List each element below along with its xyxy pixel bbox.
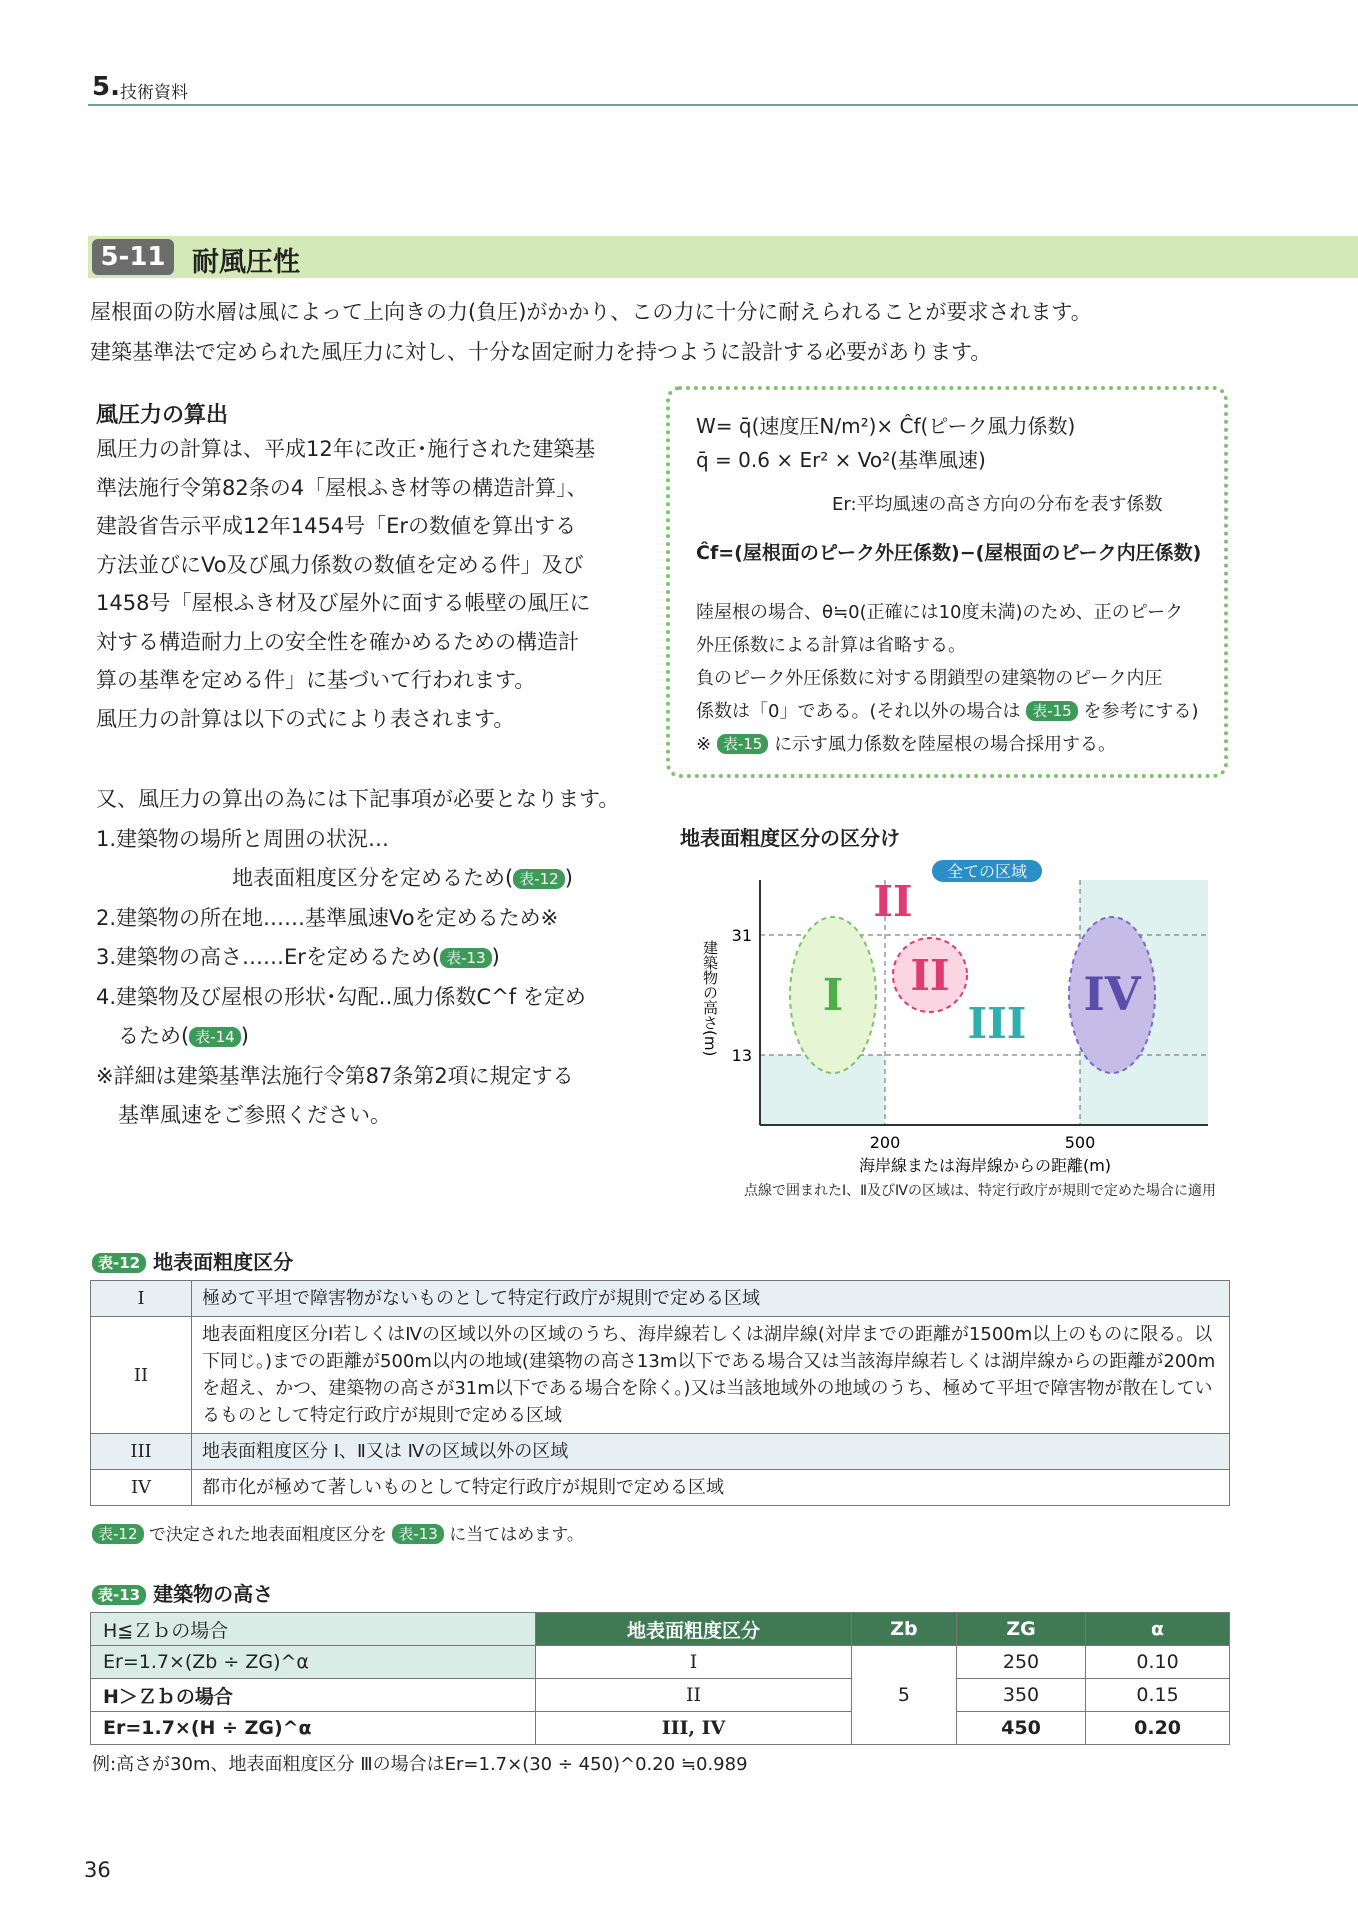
calc-line: 対する構造耐力上の安全性を確かめるための構造計 xyxy=(96,629,579,654)
table-row xyxy=(91,1646,1230,1679)
formula-low: Er=1.7×(Zb ÷ ZG)^α xyxy=(91,1646,536,1679)
zone-II-top-label: II xyxy=(873,877,913,926)
req-intro: 又、風圧力の算出の為には下記事項が必要となります。 xyxy=(96,787,620,811)
x-axis-label: 海岸線または海岸線からの距離(m) xyxy=(858,1156,1112,1175)
cell-text: 極めて平坦で障害物がないものとして特定行政庁が規則で定める区域 xyxy=(192,1281,1230,1317)
calc-body xyxy=(96,430,646,738)
x-tick-500: 500 xyxy=(1064,1133,1096,1152)
table-row xyxy=(91,1613,1230,1646)
header-rule xyxy=(88,104,1358,106)
formula-cf: Ĉf=(屋根面のピーク外圧係数)−(屋根面のピーク内圧係数) xyxy=(696,542,1202,564)
table12-title-text: 地表面粗度区分 xyxy=(153,1250,294,1274)
formula-note-3: 負のピーク外圧係数に対する閉鎖型の建築物のピーク内圧 xyxy=(696,668,1163,689)
table-ref-tag: 表-15 xyxy=(717,734,769,754)
req-item-4-cont-text: るため( xyxy=(118,1024,190,1048)
cell-text: 都市化が極めて著しいものとして特定行政庁が規則で定める区域 xyxy=(192,1470,1230,1506)
chart-note: 点線で囲まれたⅠ、Ⅱ及びⅣの区域は、特定行政庁が規則で定めた場合に適用 xyxy=(744,1183,1216,1199)
table-row xyxy=(91,1317,1230,1434)
formula-w: W= q̄(速度圧N/m²)× Ĉf(ピーク風力係数) xyxy=(696,414,1076,438)
cell-key: III xyxy=(91,1434,192,1470)
intro-line-2: 建築基準法で定められた風圧力に対し、十分な固定耐力を持つように設計する必要があります。 xyxy=(90,340,992,364)
requirements-list xyxy=(96,780,656,1136)
formula-q: q̄ = 0.6 × Er² × Vo²(基準風速) xyxy=(696,448,986,472)
table13 xyxy=(90,1612,1230,1745)
table12-note xyxy=(92,1520,584,1545)
cell-zone: II xyxy=(536,1679,852,1712)
cell-key: II xyxy=(91,1317,192,1434)
table-ref-tag: 表-15 xyxy=(1026,701,1078,721)
zone-III-label: III xyxy=(967,999,1027,1048)
table-ref-tag: 表-13 xyxy=(92,1585,146,1605)
formula-er: Er:平均風速の高さ方向の分布を表す係数 xyxy=(832,494,1163,515)
req-item-1-sub xyxy=(96,859,656,899)
calc-line: 算の基準を定める件」に基づいて行われます。 xyxy=(96,668,536,692)
all-zone-label: 全ての区域 xyxy=(946,862,1028,881)
chapter-number: 5. xyxy=(92,72,120,102)
cell-zg: 450 xyxy=(956,1712,1085,1745)
table-row xyxy=(91,1712,1230,1745)
table13-title-text: 建築物の高さ xyxy=(153,1582,274,1606)
cell-key: IV xyxy=(91,1470,192,1506)
header-zg: ZG xyxy=(956,1613,1085,1646)
x-tick-200: 200 xyxy=(869,1133,901,1152)
table-row xyxy=(91,1281,1230,1317)
cell-alpha: 0.15 xyxy=(1086,1679,1230,1712)
cell-zb: 5 xyxy=(852,1646,957,1745)
table-ref-tag: 表-13 xyxy=(392,1524,444,1544)
zone-I-label: I xyxy=(822,970,844,1021)
table-row xyxy=(91,1434,1230,1470)
table-ref-tag: 表-13 xyxy=(440,948,492,968)
calc-line: 風圧力の計算は、平成12年に改正･施行された建築基 xyxy=(96,437,596,461)
table13-title xyxy=(92,1578,273,1607)
header-alpha: α xyxy=(1086,1613,1230,1646)
calc-line: 1458号「屋根ふき材及び屋外に面する帳壁の風圧に xyxy=(96,591,591,615)
table-ref-tag: 表-12 xyxy=(92,1253,146,1273)
cell-alpha: 0.20 xyxy=(1086,1712,1230,1745)
req-item-4-cont xyxy=(96,1017,656,1057)
cell-alpha: 0.10 xyxy=(1086,1646,1230,1679)
table12 xyxy=(90,1280,1230,1506)
formula-note-4b: を参考にする) xyxy=(1083,701,1199,722)
close-paren: ) xyxy=(240,1024,249,1048)
req-note-2: 基準風速をご参照ください。 xyxy=(118,1103,391,1127)
req-item-1: 1.建築物の場所と周囲の状況… xyxy=(96,826,390,851)
formula-note-5a: ※ xyxy=(696,734,712,755)
req-item-2: 2.建築物の所在地……基準風速Voを定めるため※ xyxy=(96,905,559,930)
formula-note-4a: 係数は「0」である。(それ以外の場合は xyxy=(696,701,1021,722)
formula-note-4 xyxy=(696,697,1198,723)
header-zb: Zb xyxy=(852,1613,957,1646)
req-item-1-sub-text: 地表面粗度区分を定めるため( xyxy=(232,866,514,890)
cell-zone: I xyxy=(536,1646,852,1679)
table-ref-tag: 表-12 xyxy=(513,869,565,889)
intro-line-1: 屋根面の防水層は風によって上向きの力(負圧)がかかり、この力に十分に耐えられることが要求されます。 xyxy=(90,300,1092,324)
formula-note-5 xyxy=(696,730,1116,756)
condition-high: H＞Ｚｂの場合 xyxy=(91,1679,536,1712)
formula-high: Er=1.7×(H ÷ ZG)^α xyxy=(91,1712,536,1745)
calc-line: 風圧力の計算は以下の式により表されます。 xyxy=(96,706,515,731)
section-number: 5-11 xyxy=(92,239,174,275)
calc-line: 建設省告示平成12年1454号「Erの数値を算出する xyxy=(96,514,577,538)
formula-note-1: 陸屋根の場合、θ≒0(正確には10度未満)のため、正のピーク xyxy=(696,602,1184,623)
formula-note-5b: に示す風力係数を陸屋根の場合採用する。 xyxy=(774,734,1117,755)
table12-note-end: に当てはめます。 xyxy=(449,1525,584,1545)
calc-line: 準法施行令第82条の4「屋根ふき材等の構造計算」、 xyxy=(96,475,588,500)
calc-line: 方法並びにVo及び風力係数の数値を定める件」及び xyxy=(96,552,584,577)
y-tick-31: 31 xyxy=(731,926,752,945)
cell-zg: 350 xyxy=(956,1679,1085,1712)
cell-text: 地表面粗度区分Ⅰ若しくはⅣの区域以外の区域のうち、海岸線若しくは湖岸線(対岸までの距離が1500m以上のものに限る。以下同じ。)までの距離が500m以内の地域(建築物の高さ13m以下である場合又は当該海岸線若しくは湖岸線からの距離が200mを超え、かつ、建築物の高さが31m以下である場合を除く。)又は当該地域外の地域のうち、極めて平坦で障害物が散在しているものとして特定行政庁が規則で定める区域 xyxy=(192,1317,1230,1434)
zone-II-label: II xyxy=(910,951,950,1000)
table-row xyxy=(91,1470,1230,1506)
formula-box xyxy=(666,386,1228,778)
table12-title xyxy=(92,1246,293,1275)
table-ref-tag: 表-12 xyxy=(92,1524,144,1544)
table-row xyxy=(91,1679,1230,1712)
condition-low: H≦Ｚｂの場合 xyxy=(91,1613,536,1646)
req-item-4: 4.建築物及び屋根の形状･勾配‥風力係数C^f を定め xyxy=(96,984,586,1009)
close-paren: ) xyxy=(491,945,500,969)
cell-key: I xyxy=(91,1281,192,1317)
req-note-1: ※詳細は建築基準法施行令第87条第2項に規定する xyxy=(96,1063,574,1088)
calc-heading: 風圧力の算出 xyxy=(96,403,229,428)
intro-text xyxy=(90,292,1092,372)
cell-text: 地表面粗度区分 Ⅰ、Ⅱ又は Ⅳの区域以外の区域 xyxy=(192,1434,1230,1470)
section-title: 耐風圧性 xyxy=(192,247,300,278)
zone-IV-label: IV xyxy=(1083,967,1141,1021)
header-zone: 地表面粗度区分 xyxy=(536,1613,852,1646)
close-paren: ) xyxy=(564,866,573,890)
cell-zone: III, IV xyxy=(536,1712,852,1745)
table12-note-mid: で決定された地表面粗度区分を xyxy=(148,1525,387,1545)
y-tick-13: 13 xyxy=(731,1046,752,1065)
roughness-zone-chart xyxy=(680,860,1220,1180)
table-ref-tag: 表-14 xyxy=(189,1027,241,1047)
y-axis-label: 建築物の高さ(m) xyxy=(701,940,719,1057)
example-text: 例:高さが30m、地表面粗度区分 Ⅲの場合はEr=1.7×(30 ÷ 450)^0.20 ≒0.989 xyxy=(92,1754,748,1775)
formula-note-2: 外圧係数による計算は省略する。 xyxy=(696,635,966,656)
cell-zg: 250 xyxy=(956,1646,1085,1679)
chart-title: 地表面粗度区分の区分け xyxy=(680,826,900,850)
req-item-3-text: 3.建築物の高さ……Erを定めるため( xyxy=(96,945,441,969)
chapter-title: 技術資料 xyxy=(120,83,188,103)
page-number: 36 xyxy=(84,1858,111,1882)
req-item-3 xyxy=(96,938,656,978)
